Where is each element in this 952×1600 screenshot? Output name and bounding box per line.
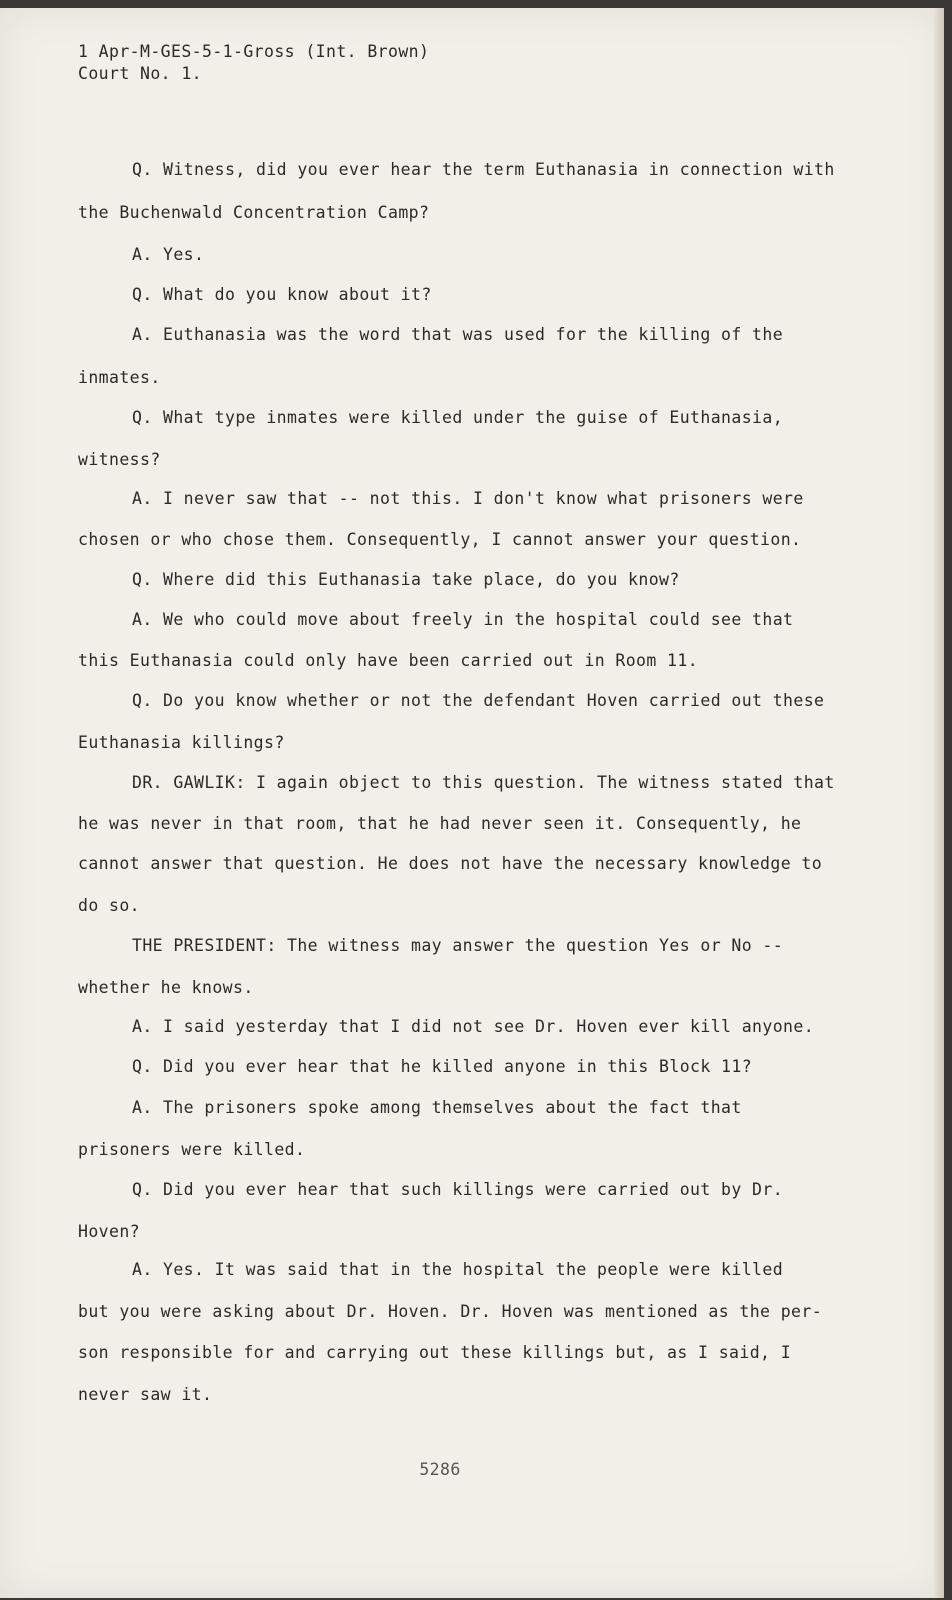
transcript-line: THE PRESIDENT: The witness may answer the question Yes or No --	[132, 936, 784, 955]
transcript-line: the Buchenwald Concentration Camp?	[78, 203, 430, 222]
transcript-line: never saw it.	[78, 1385, 213, 1404]
transcript-line: DR. GAWLIK: I again object to this question. The witness stated that	[132, 773, 835, 792]
transcript-line: Euthanasia killings?	[78, 733, 285, 752]
transcript-line: A. Euthanasia was the word that was used for the killing of the	[132, 325, 784, 344]
transcript-line: witness?	[78, 450, 161, 469]
transcript-line: A. I said yesterday that I did not see Dr. Hoven ever kill anyone.	[132, 1017, 815, 1036]
page-edge	[934, 8, 944, 1598]
transcript-line: Q. Do you know whether or not the defendant Hoven carried out these	[132, 691, 825, 710]
transcript-line: chosen or who chose them. Consequently, I cannot answer your question.	[78, 530, 802, 549]
header-court: Court No. 1.	[78, 64, 203, 83]
transcript-line: Q. What type inmates were killed under the guise of Euthanasia,	[132, 408, 784, 427]
transcript-line: he was never in that room, that he had never seen it. Consequently, he	[78, 814, 802, 833]
transcript-line: Q. Did you ever hear that such killings were carried out by Dr.	[132, 1180, 784, 1199]
transcript-line: Q. Did you ever hear that he killed anyone in this Block 11?	[132, 1057, 753, 1076]
transcript-line: inmates.	[78, 368, 161, 387]
transcript-line: Hoven?	[78, 1222, 141, 1241]
transcript-line: but you were asking about Dr. Hoven. Dr. Hoven was mentioned as the per-	[78, 1302, 823, 1321]
transcript-line: Q. What do you know about it?	[132, 285, 432, 304]
transcript-line: do so.	[78, 896, 141, 915]
transcript-line: A. Yes. It was said that in the hospital the people were killed	[132, 1260, 784, 1279]
transcript-line: A. Yes.	[132, 245, 205, 264]
transcript-line: Q. Witness, did you ever hear the term Euthanasia in connection with	[132, 160, 835, 179]
page-number: 5286	[419, 1460, 461, 1479]
transcript-line: A. The prisoners spoke among themselves about the fact that	[132, 1098, 742, 1117]
header-reference: 1 Apr-M-GES-5-1-Gross (Int. Brown)	[78, 42, 430, 61]
transcript-line: son responsible for and carrying out these killings but, as I said, I	[78, 1343, 792, 1362]
transcript-line: prisoners were killed.	[78, 1140, 306, 1159]
transcript-line: cannot answer that question. He does not have the necessary knowledge to	[78, 854, 823, 873]
transcript-line: whether he knows.	[78, 978, 254, 997]
transcript-line: this Euthanasia could only have been carried out in Room 11.	[78, 651, 699, 670]
document-page	[0, 8, 944, 1598]
transcript-line: A. We who could move about freely in the hospital could see that	[132, 610, 794, 629]
transcript-line: A. I never saw that -- not this. I don't know what prisoners were	[132, 489, 804, 508]
transcript-line: Q. Where did this Euthanasia take place, do you know?	[132, 570, 680, 589]
